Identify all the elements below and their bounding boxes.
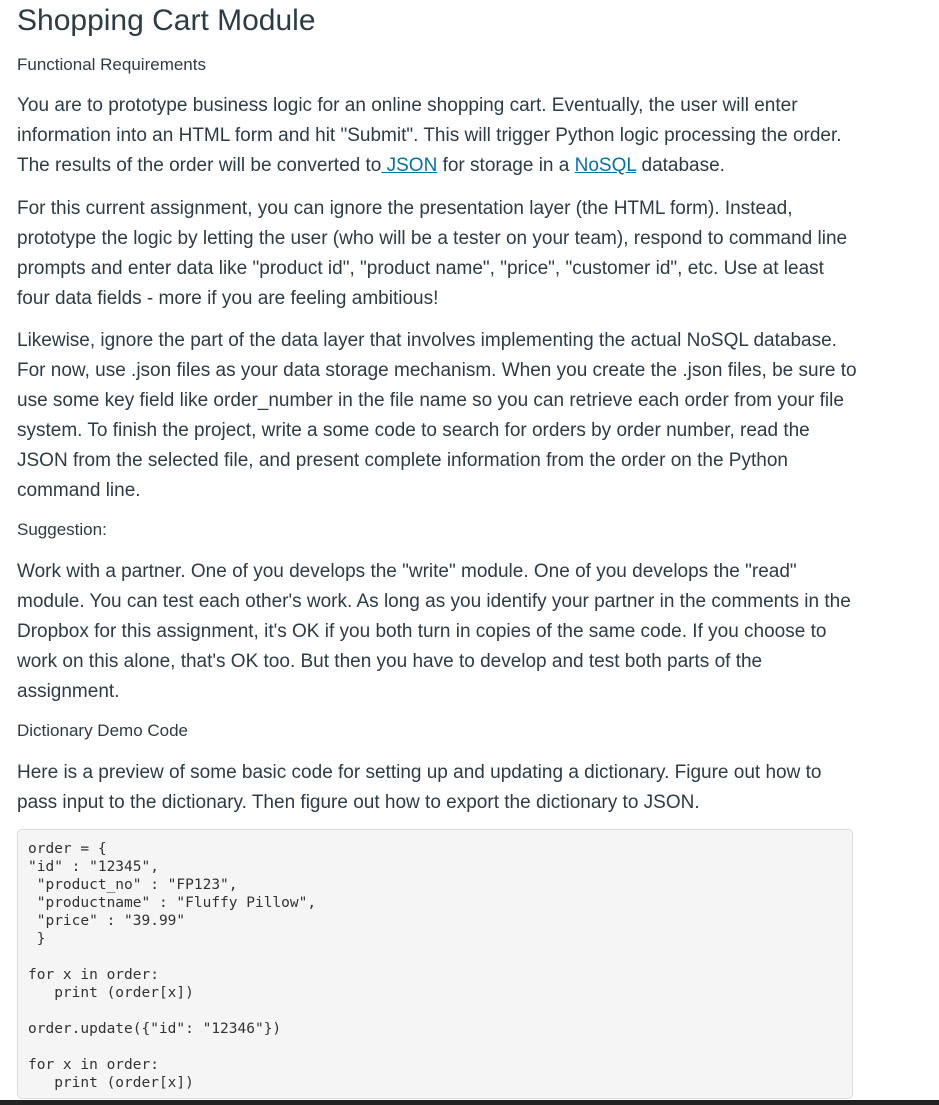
paragraph-demo-intro: Here is a preview of some basic code for setting up and updating a dictionary. Figure out how to pass input to the dictionary. Then figure out how to export the dictionary to JSON. [17, 762, 822, 813]
paragraph-intro [17, 91, 857, 181]
paragraph-intro-text-b: for storage in a [437, 155, 575, 176]
code-text: order = { "id" : "12345", "product_no" : "FP123", "productname" : "Fluffy Pillow", "price" : "39.99" } for x in order: print (order[x]) order.update({"id": "12346"}) for x in order: print (order[x]) [28, 841, 317, 1091]
json-link[interactable]: JSON [381, 155, 438, 176]
heading-suggestion: Suggestion: [17, 520, 107, 539]
paragraph-data-layer: Likewise, ignore the part of the data layer that involves implementing the actual NoSQL database. For now, use .json files as your data storage mechanism. When you create the .json files, be sure to use some key field like order_number in the file name so you can retrieve each order from your file system. To finish the project, write a some code to search for orders by order number, read the JSON from the selected file, and present complete information from the order on the Python command line. [17, 330, 857, 501]
code-block [17, 829, 853, 1099]
paragraph-intro-text-c: database. [636, 155, 725, 176]
nosql-link[interactable]: NoSQL [574, 155, 637, 176]
paragraph-intro-text-a: You are to prototype business logic for an online shopping cart. Eventually, the user will enter information into an HTML form and hit "Submit". This will trigger Python logic processing the order. The results of the order will be converted to [17, 95, 842, 176]
paragraph-partner: Work with a partner. One of you develops the "write" module. One of you develops the "read" module. You can test each other's work. As long as you identify your partner in the comments in the Dropbox for this assignment, it's OK if you both turn in copies of the same code. If you choose to work on this alone, that's OK too. But then you have to develop and test both parts of the assignment. [17, 561, 851, 702]
paragraph-presentation-layer: For this current assignment, you can ignore the presentation layer (the HTML form). Instead, prototype the logic by letting the user (who will be a tester on your team), respond to command line prompts and enter data like "product id", "product name", "price", "customer id", etc. Use at least four data fields - more if you are feeling ambitious! [17, 198, 848, 309]
heading-dictionary-demo: Dictionary Demo Code [17, 721, 189, 740]
page-title: Shopping Cart Module [17, 4, 316, 37]
bottom-edge-bar [0, 1100, 939, 1105]
heading-functional-requirements: Functional Requirements [17, 55, 206, 74]
